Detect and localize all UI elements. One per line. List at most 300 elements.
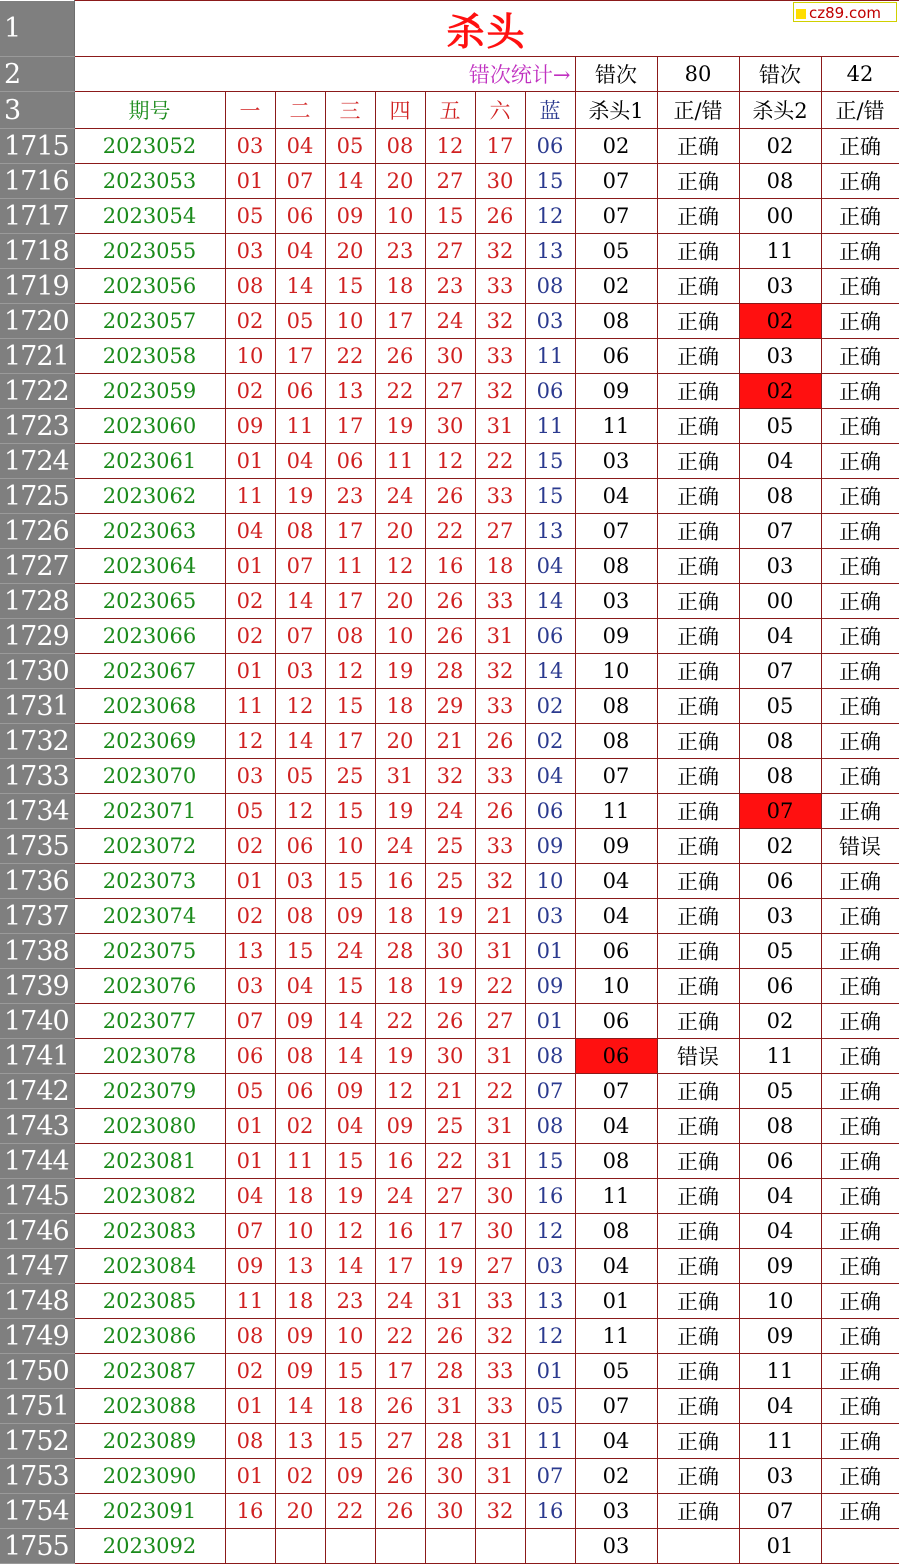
row-number[interactable]: 2 (0, 57, 74, 92)
red-ball-cell[interactable]: 22 (375, 1319, 425, 1354)
red-ball-cell[interactable]: 27 (475, 1004, 525, 1039)
blue-ball-cell[interactable]: 16 (525, 1179, 575, 1214)
red-ball-cell[interactable]: 30 (425, 409, 475, 444)
row-number[interactable]: 1746 (0, 1214, 74, 1249)
blue-ball-cell[interactable]: 13 (525, 1284, 575, 1319)
red-ball-cell[interactable]: 31 (475, 1459, 525, 1494)
red-ball-cell[interactable]: 22 (425, 514, 475, 549)
blue-ball-cell[interactable]: 09 (525, 969, 575, 1004)
result2-cell[interactable]: 正确 (821, 759, 899, 794)
red-ball-cell[interactable]: 16 (375, 1214, 425, 1249)
miss1-value[interactable]: 80 (657, 57, 739, 92)
period-cell[interactable]: 2023090 (74, 1459, 225, 1494)
result1-cell[interactable]: 正确 (657, 1459, 739, 1494)
red-ball-cell[interactable]: 17 (475, 129, 525, 164)
result1-cell[interactable]: 正确 (657, 1284, 739, 1319)
kill2-cell[interactable]: 08 (739, 724, 821, 759)
result1-cell[interactable]: 正确 (657, 1109, 739, 1144)
row-number[interactable]: 1723 (0, 409, 74, 444)
period-cell[interactable]: 2023054 (74, 199, 225, 234)
result2-cell[interactable]: 正确 (821, 1004, 899, 1039)
red-ball-cell[interactable]: 13 (225, 934, 275, 969)
blue-ball-cell[interactable]: 15 (525, 1144, 575, 1179)
period-cell[interactable]: 2023069 (74, 724, 225, 759)
red-ball-cell[interactable]: 31 (425, 1389, 475, 1424)
blue-ball-cell[interactable]: 06 (525, 794, 575, 829)
red-ball-cell[interactable]: 06 (275, 829, 325, 864)
red-ball-cell[interactable]: 10 (375, 619, 425, 654)
blue-ball-cell[interactable]: 05 (525, 1389, 575, 1424)
result2-cell[interactable]: 正确 (821, 724, 899, 759)
result1-cell[interactable]: 正确 (657, 794, 739, 829)
red-ball-cell[interactable]: 32 (475, 374, 525, 409)
kill2-cell[interactable]: 03 (739, 1459, 821, 1494)
red-ball-cell[interactable]: 32 (475, 304, 525, 339)
red-ball-cell[interactable]: 12 (275, 794, 325, 829)
kill1-cell[interactable]: 06 (575, 934, 657, 969)
result2-cell[interactable]: 正确 (821, 1284, 899, 1319)
red-ball-cell[interactable]: 19 (325, 1179, 375, 1214)
col-header-n3[interactable]: 三 (325, 92, 375, 129)
period-cell[interactable]: 2023066 (74, 619, 225, 654)
result1-cell[interactable]: 正确 (657, 199, 739, 234)
row-number[interactable]: 1752 (0, 1424, 74, 1459)
period-cell[interactable]: 2023070 (74, 759, 225, 794)
red-ball-cell[interactable]: 17 (375, 1354, 425, 1389)
period-cell[interactable]: 2023083 (74, 1214, 225, 1249)
blue-ball-cell[interactable]: 15 (525, 164, 575, 199)
period-cell[interactable]: 2023060 (74, 409, 225, 444)
blue-ball-cell[interactable]: 11 (525, 1424, 575, 1459)
red-ball-cell[interactable]: 27 (475, 1249, 525, 1284)
red-ball-cell[interactable]: 05 (225, 199, 275, 234)
kill1-cell[interactable]: 07 (575, 199, 657, 234)
period-cell[interactable]: 2023071 (74, 794, 225, 829)
red-ball-cell[interactable]: 06 (275, 199, 325, 234)
red-ball-cell[interactable]: 14 (275, 584, 325, 619)
red-ball-cell[interactable] (425, 1529, 475, 1564)
kill2-cell[interactable]: 11 (739, 1354, 821, 1389)
red-ball-cell[interactable]: 31 (425, 1284, 475, 1319)
kill1-cell[interactable]: 09 (575, 374, 657, 409)
result2-cell[interactable]: 正确 (821, 934, 899, 969)
kill2-cell[interactable]: 03 (739, 899, 821, 934)
row-number[interactable]: 1729 (0, 619, 74, 654)
red-ball-cell[interactable]: 04 (275, 969, 325, 1004)
period-cell[interactable]: 2023074 (74, 899, 225, 934)
kill2-cell[interactable]: 07 (739, 654, 821, 689)
red-ball-cell[interactable]: 21 (425, 724, 475, 759)
red-ball-cell[interactable]: 02 (225, 304, 275, 339)
red-ball-cell[interactable]: 06 (325, 444, 375, 479)
red-ball-cell[interactable]: 26 (425, 1004, 475, 1039)
blue-ball-cell[interactable]: 14 (525, 584, 575, 619)
red-ball-cell[interactable]: 01 (225, 1459, 275, 1494)
red-ball-cell[interactable]: 17 (375, 304, 425, 339)
result1-cell[interactable]: 正确 (657, 934, 739, 969)
red-ball-cell[interactable]: 23 (325, 1284, 375, 1319)
kill2-cell[interactable]: 02 (739, 1004, 821, 1039)
row-number[interactable]: 1739 (0, 969, 74, 1004)
red-ball-cell[interactable] (325, 1529, 375, 1564)
red-ball-cell[interactable]: 11 (225, 689, 275, 724)
red-ball-cell[interactable]: 11 (325, 549, 375, 584)
red-ball-cell[interactable]: 02 (275, 1459, 325, 1494)
result1-cell[interactable]: 正确 (657, 1179, 739, 1214)
red-ball-cell[interactable]: 33 (475, 759, 525, 794)
row-number[interactable]: 1737 (0, 899, 74, 934)
kill2-cell[interactable]: 04 (739, 1179, 821, 1214)
red-ball-cell[interactable] (475, 1529, 525, 1564)
blue-ball-cell[interactable]: 14 (525, 654, 575, 689)
kill1-cell[interactable]: 07 (575, 164, 657, 199)
kill2-cell[interactable]: 00 (739, 584, 821, 619)
kill1-cell[interactable]: 01 (575, 1284, 657, 1319)
period-cell[interactable]: 2023078 (74, 1039, 225, 1074)
red-ball-cell[interactable]: 31 (475, 1424, 525, 1459)
result2-cell[interactable]: 正确 (821, 549, 899, 584)
red-ball-cell[interactable]: 22 (325, 339, 375, 374)
red-ball-cell[interactable]: 07 (275, 164, 325, 199)
red-ball-cell[interactable]: 01 (225, 549, 275, 584)
result2-cell[interactable]: 正确 (821, 164, 899, 199)
period-cell[interactable]: 2023076 (74, 969, 225, 1004)
row-number[interactable]: 1721 (0, 339, 74, 374)
miss1-label[interactable]: 错次 (575, 57, 657, 92)
period-cell[interactable]: 2023075 (74, 934, 225, 969)
row-number[interactable]: 1754 (0, 1494, 74, 1529)
kill1-cell[interactable]: 07 (575, 1389, 657, 1424)
red-ball-cell[interactable]: 03 (225, 759, 275, 794)
result1-cell[interactable]: 正确 (657, 1004, 739, 1039)
red-ball-cell[interactable]: 17 (325, 724, 375, 759)
red-ball-cell[interactable]: 19 (375, 1039, 425, 1074)
red-ball-cell[interactable]: 28 (425, 654, 475, 689)
red-ball-cell[interactable]: 22 (475, 969, 525, 1004)
red-ball-cell[interactable]: 15 (325, 269, 375, 304)
red-ball-cell[interactable]: 22 (325, 1494, 375, 1529)
red-ball-cell[interactable]: 04 (325, 1109, 375, 1144)
result2-cell[interactable]: 错误 (821, 829, 899, 864)
blue-ball-cell[interactable]: 08 (525, 269, 575, 304)
result2-cell[interactable]: 正确 (821, 1459, 899, 1494)
kill1-cell[interactable]: 03 (575, 1529, 657, 1564)
blue-ball-cell[interactable]: 04 (525, 549, 575, 584)
kill2-cell[interactable]: 06 (739, 864, 821, 899)
red-ball-cell[interactable]: 27 (425, 234, 475, 269)
kill2-cell[interactable]: 08 (739, 164, 821, 199)
period-cell[interactable]: 2023073 (74, 864, 225, 899)
red-ball-cell[interactable]: 08 (375, 129, 425, 164)
kill2-cell[interactable]: 08 (739, 759, 821, 794)
red-ball-cell[interactable]: 01 (225, 444, 275, 479)
red-ball-cell[interactable]: 16 (375, 864, 425, 899)
kill1-cell[interactable]: 08 (575, 1144, 657, 1179)
red-ball-cell[interactable]: 06 (275, 374, 325, 409)
result1-cell[interactable]: 正确 (657, 759, 739, 794)
result1-cell[interactable]: 正确 (657, 269, 739, 304)
red-ball-cell[interactable]: 02 (225, 899, 275, 934)
result1-cell[interactable]: 正确 (657, 1389, 739, 1424)
blue-ball-cell[interactable]: 07 (525, 1459, 575, 1494)
blue-ball-cell[interactable]: 06 (525, 374, 575, 409)
kill2-cell[interactable]: 03 (739, 339, 821, 374)
red-ball-cell[interactable]: 28 (425, 1424, 475, 1459)
row-number[interactable]: 1741 (0, 1039, 74, 1074)
blue-ball-cell[interactable]: 01 (525, 1004, 575, 1039)
col-header-blue[interactable]: 蓝 (525, 92, 575, 129)
red-ball-cell[interactable]: 18 (475, 549, 525, 584)
kill1-cell[interactable]: 02 (575, 269, 657, 304)
blue-ball-cell[interactable]: 13 (525, 234, 575, 269)
row-number[interactable]: 1745 (0, 1179, 74, 1214)
red-ball-cell[interactable]: 18 (375, 269, 425, 304)
kill1-cell[interactable]: 08 (575, 724, 657, 759)
result1-cell[interactable]: 正确 (657, 444, 739, 479)
kill2-cell[interactable]: 01 (739, 1529, 821, 1564)
red-ball-cell[interactable]: 32 (425, 759, 475, 794)
red-ball-cell[interactable]: 15 (325, 864, 375, 899)
result1-cell[interactable]: 正确 (657, 654, 739, 689)
red-ball-cell[interactable] (375, 1529, 425, 1564)
row-number[interactable]: 1726 (0, 514, 74, 549)
period-cell[interactable]: 2023052 (74, 129, 225, 164)
col-header-result2[interactable]: 正/错 (821, 92, 899, 129)
red-ball-cell[interactable]: 23 (325, 479, 375, 514)
kill2-cell[interactable]: 11 (739, 234, 821, 269)
red-ball-cell[interactable]: 24 (375, 1179, 425, 1214)
result2-cell[interactable]: 正确 (821, 1249, 899, 1284)
result1-cell[interactable]: 正确 (657, 1494, 739, 1529)
result1-cell[interactable]: 错误 (657, 1039, 739, 1074)
red-ball-cell[interactable]: 16 (375, 1144, 425, 1179)
row-number[interactable]: 1751 (0, 1389, 74, 1424)
red-ball-cell[interactable]: 09 (325, 1459, 375, 1494)
result2-cell[interactable]: 正确 (821, 234, 899, 269)
kill1-cell[interactable]: 04 (575, 1249, 657, 1284)
red-ball-cell[interactable]: 24 (325, 934, 375, 969)
red-ball-cell[interactable]: 21 (425, 1074, 475, 1109)
red-ball-cell[interactable]: 19 (425, 969, 475, 1004)
red-ball-cell[interactable]: 08 (275, 514, 325, 549)
kill1-cell[interactable]: 09 (575, 829, 657, 864)
kill2-cell[interactable]: 02 (739, 129, 821, 164)
blue-ball-cell[interactable]: 08 (525, 1039, 575, 1074)
result1-cell[interactable]: 正确 (657, 724, 739, 759)
red-ball-cell[interactable]: 17 (275, 339, 325, 374)
red-ball-cell[interactable]: 03 (275, 654, 325, 689)
red-ball-cell[interactable]: 14 (275, 1389, 325, 1424)
result2-cell[interactable]: 正确 (821, 304, 899, 339)
red-ball-cell[interactable]: 10 (275, 1214, 325, 1249)
kill1-cell[interactable]: 02 (575, 129, 657, 164)
kill1-cell[interactable]: 10 (575, 654, 657, 689)
red-ball-cell[interactable]: 30 (425, 934, 475, 969)
red-ball-cell[interactable]: 03 (225, 234, 275, 269)
red-ball-cell[interactable]: 33 (475, 1284, 525, 1319)
red-ball-cell[interactable]: 31 (475, 409, 525, 444)
red-ball-cell[interactable]: 13 (275, 1424, 325, 1459)
kill2-cell[interactable]: 07 (739, 514, 821, 549)
kill1-cell[interactable]: 07 (575, 514, 657, 549)
kill2-cell[interactable]: 05 (739, 1074, 821, 1109)
red-ball-cell[interactable]: 10 (325, 829, 375, 864)
red-ball-cell[interactable]: 05 (325, 129, 375, 164)
blue-ball-cell[interactable]: 01 (525, 1354, 575, 1389)
period-cell[interactable]: 2023077 (74, 1004, 225, 1039)
red-ball-cell[interactable]: 31 (475, 1109, 525, 1144)
blue-ball-cell[interactable]: 12 (525, 1214, 575, 1249)
row-number[interactable]: 1733 (0, 759, 74, 794)
row-number[interactable]: 1735 (0, 829, 74, 864)
kill1-cell[interactable]: 08 (575, 304, 657, 339)
kill1-cell[interactable]: 06 (575, 1039, 657, 1074)
kill1-cell[interactable]: 04 (575, 864, 657, 899)
kill2-cell[interactable]: 02 (739, 304, 821, 339)
red-ball-cell[interactable]: 02 (225, 829, 275, 864)
red-ball-cell[interactable]: 11 (275, 1144, 325, 1179)
col-header-n1[interactable]: 一 (225, 92, 275, 129)
period-cell[interactable]: 2023065 (74, 584, 225, 619)
period-cell[interactable]: 2023079 (74, 1074, 225, 1109)
result2-cell[interactable]: 正确 (821, 969, 899, 1004)
red-ball-cell[interactable]: 11 (225, 1284, 275, 1319)
red-ball-cell[interactable]: 12 (325, 1214, 375, 1249)
kill1-cell[interactable]: 11 (575, 409, 657, 444)
period-cell[interactable]: 2023067 (74, 654, 225, 689)
result2-cell[interactable]: 正确 (821, 444, 899, 479)
row-number[interactable]: 1720 (0, 304, 74, 339)
red-ball-cell[interactable]: 18 (275, 1284, 325, 1319)
result1-cell[interactable]: 正确 (657, 549, 739, 584)
red-ball-cell[interactable]: 27 (425, 374, 475, 409)
kill2-cell[interactable]: 05 (739, 409, 821, 444)
red-ball-cell[interactable]: 07 (275, 619, 325, 654)
kill2-cell[interactable]: 06 (739, 969, 821, 1004)
red-ball-cell[interactable]: 13 (325, 374, 375, 409)
red-ball-cell[interactable]: 27 (475, 514, 525, 549)
row-number[interactable]: 1753 (0, 1459, 74, 1494)
result1-cell[interactable]: 正确 (657, 1214, 739, 1249)
red-ball-cell[interactable]: 03 (275, 864, 325, 899)
red-ball-cell[interactable]: 19 (275, 479, 325, 514)
kill1-cell[interactable]: 03 (575, 1494, 657, 1529)
blue-ball-cell[interactable]: 15 (525, 444, 575, 479)
red-ball-cell[interactable]: 10 (325, 1319, 375, 1354)
kill2-cell[interactable]: 11 (739, 1039, 821, 1074)
result2-cell[interactable]: 正确 (821, 1354, 899, 1389)
red-ball-cell[interactable]: 19 (425, 899, 475, 934)
red-ball-cell[interactable]: 04 (225, 514, 275, 549)
red-ball-cell[interactable]: 12 (225, 724, 275, 759)
red-ball-cell[interactable]: 22 (475, 1074, 525, 1109)
red-ball-cell[interactable]: 30 (425, 1039, 475, 1074)
kill1-cell[interactable]: 08 (575, 689, 657, 724)
row-number[interactable]: 1719 (0, 269, 74, 304)
red-ball-cell[interactable]: 17 (325, 584, 375, 619)
result2-cell[interactable]: 正确 (821, 269, 899, 304)
red-ball-cell[interactable]: 24 (375, 1284, 425, 1319)
red-ball-cell[interactable]: 30 (425, 1459, 475, 1494)
red-ball-cell[interactable]: 09 (325, 1074, 375, 1109)
result2-cell[interactable]: 正确 (821, 374, 899, 409)
red-ball-cell[interactable]: 18 (375, 899, 425, 934)
red-ball-cell[interactable]: 17 (425, 1214, 475, 1249)
result1-cell[interactable]: 正确 (657, 619, 739, 654)
red-ball-cell[interactable]: 02 (225, 619, 275, 654)
kill1-cell[interactable]: 10 (575, 969, 657, 1004)
red-ball-cell[interactable]: 08 (325, 619, 375, 654)
red-ball-cell[interactable]: 31 (475, 619, 525, 654)
row-number[interactable]: 1731 (0, 689, 74, 724)
result1-cell[interactable]: 正确 (657, 374, 739, 409)
blue-ball-cell[interactable]: 10 (525, 864, 575, 899)
blue-ball-cell[interactable]: 06 (525, 129, 575, 164)
blue-ball-cell[interactable]: 13 (525, 514, 575, 549)
red-ball-cell[interactable]: 20 (325, 234, 375, 269)
kill1-cell[interactable]: 02 (575, 1459, 657, 1494)
red-ball-cell[interactable]: 27 (425, 1179, 475, 1214)
red-ball-cell[interactable]: 11 (225, 479, 275, 514)
red-ball-cell[interactable]: 26 (425, 479, 475, 514)
red-ball-cell[interactable]: 15 (325, 969, 375, 1004)
col-header-n5[interactable]: 五 (425, 92, 475, 129)
kill1-cell[interactable]: 06 (575, 1004, 657, 1039)
red-ball-cell[interactable]: 15 (325, 1354, 375, 1389)
red-ball-cell[interactable]: 26 (425, 584, 475, 619)
period-cell[interactable]: 2023056 (74, 269, 225, 304)
red-ball-cell[interactable]: 13 (275, 1249, 325, 1284)
red-ball-cell[interactable]: 33 (475, 1389, 525, 1424)
row-number[interactable]: 1742 (0, 1074, 74, 1109)
period-cell[interactable]: 2023092 (74, 1529, 225, 1564)
row-number[interactable]: 1743 (0, 1109, 74, 1144)
row-number[interactable]: 1732 (0, 724, 74, 759)
red-ball-cell[interactable]: 02 (275, 1109, 325, 1144)
red-ball-cell[interactable]: 05 (225, 1074, 275, 1109)
red-ball-cell[interactable]: 30 (425, 1494, 475, 1529)
kill1-cell[interactable]: 05 (575, 1354, 657, 1389)
red-ball-cell[interactable]: 26 (425, 1319, 475, 1354)
result1-cell[interactable]: 正确 (657, 1249, 739, 1284)
red-ball-cell[interactable]: 09 (325, 899, 375, 934)
row-number[interactable]: 1722 (0, 374, 74, 409)
red-ball-cell[interactable]: 08 (275, 899, 325, 934)
red-ball-cell[interactable]: 26 (375, 339, 425, 374)
col-header-n6[interactable]: 六 (475, 92, 525, 129)
kill2-cell[interactable]: 03 (739, 269, 821, 304)
col-header-kill1[interactable]: 杀头1 (575, 92, 657, 129)
blue-ball-cell[interactable]: 09 (525, 829, 575, 864)
red-ball-cell[interactable]: 33 (475, 584, 525, 619)
result2-cell[interactable]: 正确 (821, 689, 899, 724)
period-cell[interactable]: 2023064 (74, 549, 225, 584)
period-cell[interactable]: 2023087 (74, 1354, 225, 1389)
kill2-cell[interactable]: 05 (739, 689, 821, 724)
red-ball-cell[interactable]: 31 (475, 1039, 525, 1074)
result2-cell[interactable]: 正确 (821, 1109, 899, 1144)
red-ball-cell[interactable]: 01 (225, 864, 275, 899)
blue-ball-cell[interactable]: 16 (525, 1494, 575, 1529)
blue-ball-cell[interactable]: 03 (525, 304, 575, 339)
kill1-cell[interactable]: 11 (575, 1319, 657, 1354)
red-ball-cell[interactable]: 10 (325, 304, 375, 339)
row-number[interactable]: 1716 (0, 164, 74, 199)
red-ball-cell[interactable]: 20 (275, 1494, 325, 1529)
red-ball-cell[interactable]: 33 (475, 269, 525, 304)
result1-cell[interactable]: 正确 (657, 689, 739, 724)
red-ball-cell[interactable]: 20 (375, 164, 425, 199)
